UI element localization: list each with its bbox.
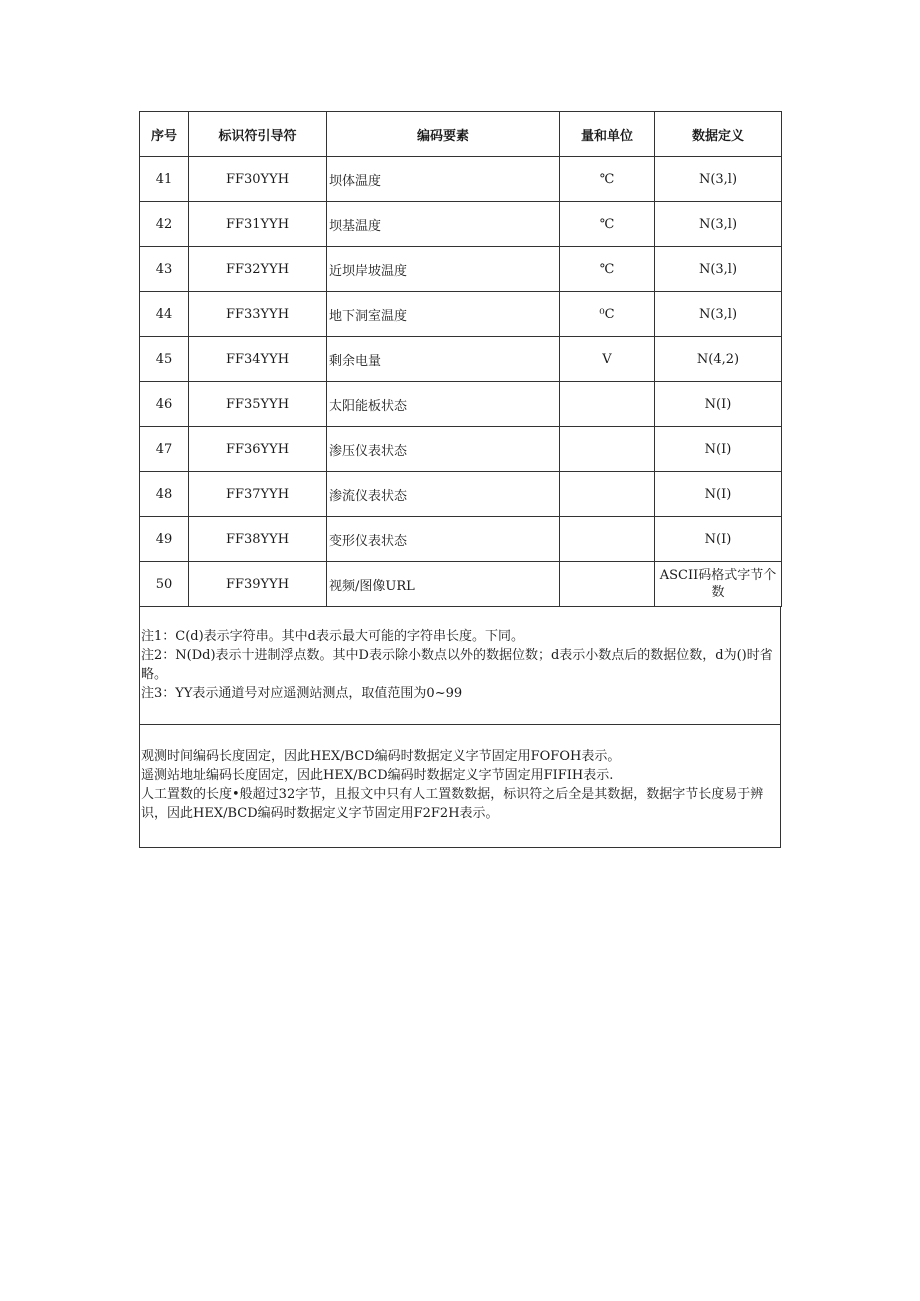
- cell-unit: [560, 472, 655, 517]
- cell-definition: N(3,l): [655, 157, 782, 202]
- cell-element: 渗压仪表状态: [327, 427, 560, 472]
- cell-element: 近坝岸坡温度: [327, 247, 560, 292]
- table-row: [140, 427, 782, 472]
- cell-definition: N(4,2): [655, 337, 782, 382]
- cell-identifier: FF35YYH: [189, 382, 327, 427]
- cell-element: 太阳能板状态: [327, 382, 560, 427]
- table-row: [140, 382, 782, 427]
- cell-unit: ℃: [560, 157, 655, 202]
- cell-number: 42: [140, 202, 189, 247]
- cell-number: 41: [140, 157, 189, 202]
- cell-number: 45: [140, 337, 189, 382]
- table-row: [140, 472, 782, 517]
- cell-definition: N(I): [655, 472, 782, 517]
- table-row: [140, 292, 782, 337]
- cell-definition: N(I): [655, 517, 782, 562]
- cell-number: 50: [140, 562, 189, 607]
- cell-definition: ASCII码格式字节个数: [655, 562, 782, 607]
- remark-1: 观测时间编码长度固定，因此HEX/BCD编码时数据定义字节固定用FOFOH表示。: [141, 749, 621, 764]
- cell-identifier: FF37YYH: [189, 472, 327, 517]
- cell-identifier: FF31YYH: [189, 202, 327, 247]
- cell-identifier: FF33YYH: [189, 292, 327, 337]
- cell-element: 坝体温度: [327, 157, 560, 202]
- cell-element: 变形仪表状态: [327, 517, 560, 562]
- cell-identifier: FF34YYH: [189, 337, 327, 382]
- cell-identifier: FF36YYH: [189, 427, 327, 472]
- table-row: [140, 157, 782, 202]
- header-element: 编码要素: [327, 112, 560, 157]
- table-row: [140, 247, 782, 292]
- cell-number: 48: [140, 472, 189, 517]
- table-row: [140, 337, 782, 382]
- table-row: [140, 202, 782, 247]
- cell-number: 47: [140, 427, 189, 472]
- cell-number: 43: [140, 247, 189, 292]
- cell-identifier: FF32YYH: [189, 247, 327, 292]
- cell-element: 渗流仪表状态: [327, 472, 560, 517]
- cell-definition: N(3,l): [655, 292, 782, 337]
- cell-identifier: FF38YYH: [189, 517, 327, 562]
- note-2: 注2：N(Dd)表示十进制浮点数。其中D表示除小数点以外的数据位数；d表示小数点后的数据位数，d为()时省略。: [141, 648, 773, 682]
- table-row: [140, 562, 782, 607]
- cell-unit: ⁰C: [560, 292, 655, 337]
- table-header-row: [140, 112, 782, 157]
- cell-unit: [560, 427, 655, 472]
- cell-definition: N(I): [655, 427, 782, 472]
- notes-block: [139, 607, 781, 725]
- cell-unit: V: [560, 337, 655, 382]
- cell-definition: N(I): [655, 382, 782, 427]
- cell-unit: ℃: [560, 202, 655, 247]
- cell-element: 剩余电量: [327, 337, 560, 382]
- cell-number: 46: [140, 382, 189, 427]
- document-table-sheet: [139, 111, 781, 848]
- note-3: 注3：YY表示通道号对应遥测站测点，取值范围为0~99: [141, 686, 463, 701]
- cell-identifier: FF30YYH: [189, 157, 327, 202]
- cell-element: 视频/图像URL: [327, 562, 560, 607]
- encoding-table: [139, 111, 782, 607]
- cell-element: 坝基温度: [327, 202, 560, 247]
- cell-unit: [560, 517, 655, 562]
- header-unit: 量和单位: [560, 112, 655, 157]
- cell-number: 44: [140, 292, 189, 337]
- cell-unit: [560, 562, 655, 607]
- cell-unit: [560, 382, 655, 427]
- table-body: [140, 157, 782, 607]
- header-identifier: 标识符引导符: [189, 112, 327, 157]
- cell-definition: N(3,l): [655, 202, 782, 247]
- remark-2: 遥测站地址编码长度固定，因此HEX/BCD编码时数据定义字节固定用FIFIH表示.: [141, 768, 614, 783]
- remark-3: 人工置数的长度•般超过32字节，且报文中只有人工置数数据，标识符之后全是其数据，数据字节长度易于辨识，因此HEX/BCD编码时数据定义字节固定用F2F2H表示。: [141, 787, 764, 821]
- remarks-block: [139, 725, 781, 848]
- header-no: 序号: [140, 112, 189, 157]
- table-row: [140, 517, 782, 562]
- header-definition: 数据定义: [655, 112, 782, 157]
- cell-definition: N(3,l): [655, 247, 782, 292]
- note-1: 注1：C(d)表示字符串。其中d表示最大可能的字符串长度。下同。: [141, 629, 525, 644]
- cell-unit: ℃: [560, 247, 655, 292]
- cell-identifier: FF39YYH: [189, 562, 327, 607]
- cell-element: 地下洞室温度: [327, 292, 560, 337]
- cell-number: 49: [140, 517, 189, 562]
